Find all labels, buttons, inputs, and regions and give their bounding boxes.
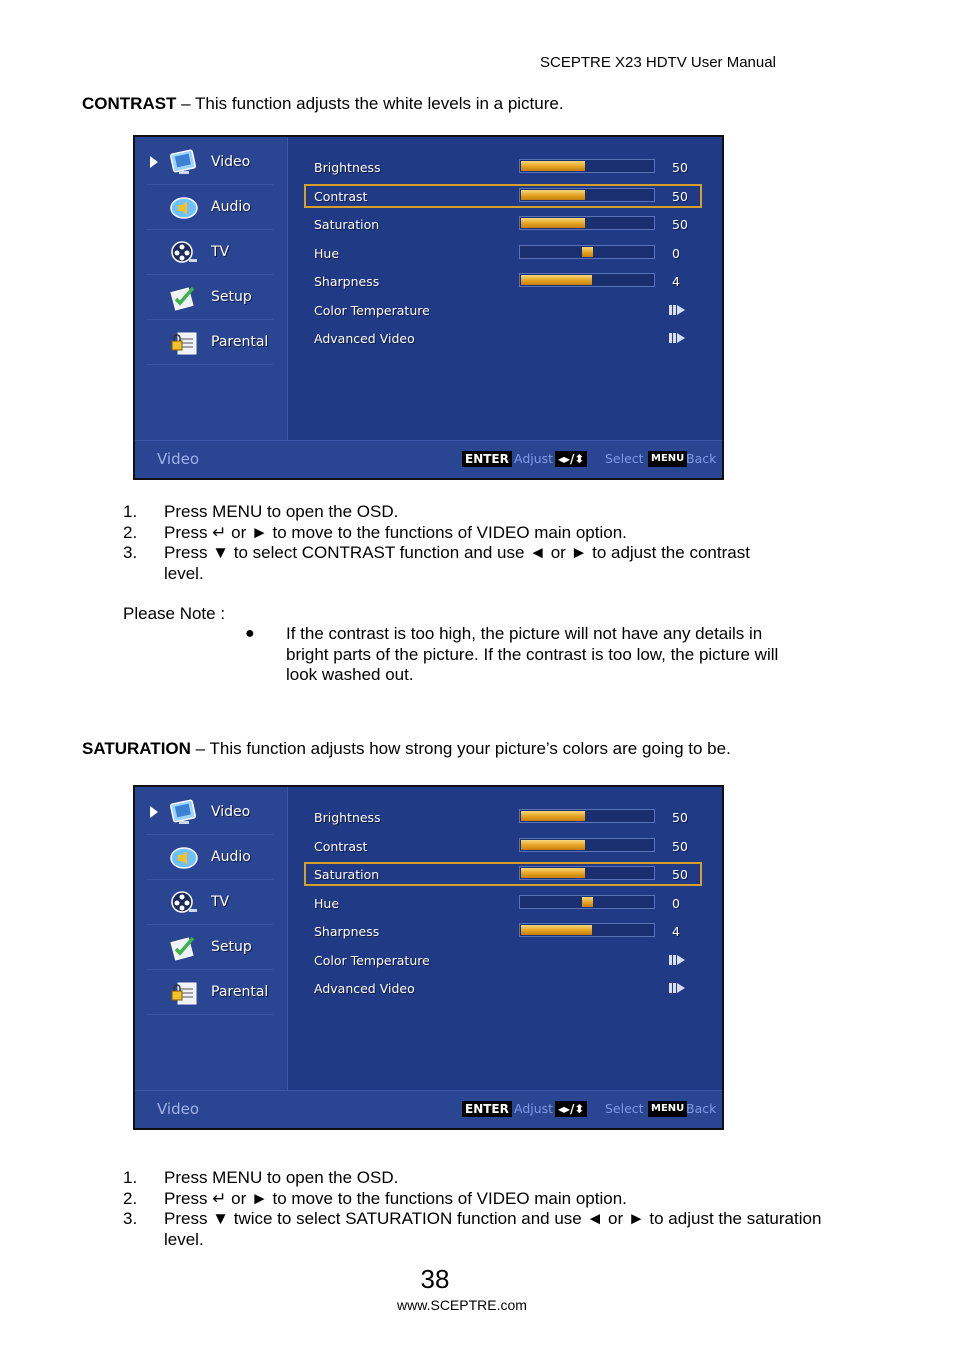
step-number: 2. — [123, 1188, 138, 1208]
osd-nav-label: Parental — [211, 984, 269, 1000]
osd-nav-label: Audio — [211, 849, 251, 865]
step-number: 3. — [123, 543, 138, 562]
osd-nav-label: TV — [211, 894, 230, 910]
level-bar[interactable] — [519, 273, 655, 287]
level-bar[interactable] — [519, 838, 655, 852]
saturation-title: SATURATION — [82, 739, 191, 758]
arrow-keys-icon: ◂▸/⬍ — [555, 1101, 587, 1117]
level-thumb — [582, 247, 593, 257]
note-block — [245, 624, 785, 686]
osd-setting-value: 50 — [672, 188, 688, 204]
osd-setting-label: Hue — [314, 895, 340, 911]
osd-nav-item-setup[interactable] — [147, 925, 273, 970]
step-text: Press MENU to open the OSD. — [164, 1168, 399, 1187]
step-text: Press MENU to open the OSD. — [164, 502, 399, 521]
submenu-arrow-icon — [669, 954, 687, 966]
osd-settings-panel — [288, 787, 722, 1093]
step-text: Press ▼ to select CONTRAST function and use ◄ or ► to adjust the contrast level. — [164, 543, 750, 583]
contrast-title: CONTRAST — [82, 94, 177, 113]
osd-nav-item-setup[interactable] — [147, 275, 273, 320]
note-text: If the contrast is too high, the picture will not have any details in bright parts of the picture. If the contrast is too low, the picture will look washed out. — [286, 624, 779, 684]
level-fill — [521, 190, 585, 200]
osd-nav-item-parental[interactable] — [147, 320, 273, 365]
level-fill — [521, 161, 585, 171]
osd-nav-item-audio[interactable] — [147, 835, 273, 880]
osd-setting-label: Color Temperature — [314, 302, 430, 318]
level-fill — [521, 218, 585, 228]
speaker-icon — [169, 844, 199, 872]
tv-monitor-icon — [169, 149, 199, 177]
osd-nav-item-tv[interactable] — [147, 880, 273, 925]
enter-key: ENTER — [462, 1101, 512, 1117]
osd-nav-label: Setup — [211, 939, 252, 955]
osd-setting-brightness[interactable] — [304, 805, 700, 829]
level-bar[interactable] — [519, 923, 655, 937]
saturation-steps — [123, 1168, 834, 1250]
osd-setting-sharpness[interactable] — [304, 269, 700, 293]
osd-setting-value: 0 — [672, 895, 680, 911]
osd-nav-item-video[interactable] — [147, 140, 273, 185]
select-hint: Select — [605, 451, 644, 466]
level-fill — [521, 840, 585, 850]
step-item — [123, 1189, 834, 1210]
film-reel-icon — [169, 239, 199, 267]
step-item — [123, 502, 834, 523]
osd-nav-item-tv[interactable] — [147, 230, 273, 275]
lock-clipboard-icon — [169, 329, 199, 357]
osd-nav-label: Setup — [211, 289, 252, 305]
level-fill — [521, 868, 585, 878]
osd-nav-label: TV — [211, 244, 230, 260]
arrow-keys-icon: ◂▸/⬍ — [555, 451, 587, 467]
osd-footer-bar — [135, 1090, 722, 1128]
film-reel-icon — [169, 889, 199, 917]
contrast-heading — [82, 94, 564, 114]
submenu-arrow-icon — [669, 304, 687, 316]
step-number: 1. — [123, 502, 138, 521]
osd-nav-label: Parental — [211, 334, 269, 350]
osd-setting-value: 50 — [672, 217, 688, 232]
checklist-icon — [169, 934, 199, 962]
osd-footer-title: Video — [157, 450, 200, 468]
saturation-heading — [82, 739, 731, 759]
speaker-icon — [169, 194, 199, 222]
level-bar[interactable] — [519, 245, 655, 259]
osd-screenshot-saturation — [133, 785, 724, 1130]
osd-setting-value: 4 — [672, 924, 680, 939]
select-hint: Select — [605, 1101, 644, 1116]
level-fill — [521, 275, 592, 285]
selected-arrow-icon — [150, 806, 158, 818]
osd-setting-saturation[interactable] — [304, 862, 702, 886]
step-text: Press ▼ twice to select SATURATION function and use ◄ or ► to adjust the saturation level. — [164, 1209, 822, 1249]
osd-setting-label: Saturation — [314, 867, 380, 882]
osd-footer-bar — [135, 440, 722, 478]
osd-setting-saturation[interactable] — [304, 212, 700, 236]
bullet-icon: ● — [245, 625, 255, 642]
adjust-hint: Adjust — [514, 451, 554, 466]
submenu-arrow-icon — [669, 982, 687, 994]
osd-setting-value: 50 — [672, 838, 688, 854]
osd-screenshot-contrast — [133, 135, 724, 480]
osd-nav-panel — [135, 137, 288, 443]
osd-setting-color-temperature[interactable] — [304, 298, 700, 322]
osd-footer-title: Video — [157, 1100, 200, 1118]
adjust-hint: Adjust — [514, 1101, 554, 1116]
level-fill — [521, 925, 592, 935]
step-item — [123, 1209, 834, 1250]
osd-setting-value: 4 — [672, 274, 680, 289]
contrast-description: – This function adjusts the white levels in a picture. — [176, 94, 564, 113]
osd-nav-item-audio[interactable] — [147, 185, 273, 230]
osd-setting-label: Brightness — [314, 160, 381, 175]
lock-clipboard-icon — [169, 979, 199, 1007]
step-item — [123, 523, 834, 544]
osd-setting-label: Saturation — [314, 217, 380, 232]
step-number: 2. — [123, 522, 138, 542]
step-item — [123, 1168, 834, 1189]
osd-setting-contrast[interactable] — [304, 184, 702, 208]
osd-nav-item-video[interactable] — [147, 790, 273, 835]
level-bar[interactable] — [519, 188, 655, 202]
osd-setting-hue[interactable] — [304, 891, 700, 915]
osd-setting-label: Brightness — [314, 810, 381, 825]
osd-setting-color-temperature[interactable] — [304, 948, 700, 972]
menu-key: MENU — [648, 451, 687, 467]
level-bar[interactable] — [519, 809, 655, 823]
level-thumb — [582, 897, 593, 907]
osd-setting-hue[interactable] — [304, 241, 700, 265]
contrast-steps — [123, 502, 834, 584]
osd-nav-item-parental[interactable] — [147, 970, 273, 1015]
step-text: Press ↵ or ► to move to the functions of VIDEO main option. — [164, 1188, 627, 1208]
submenu-arrow-icon — [669, 332, 687, 344]
osd-setting-contrast[interactable] — [304, 834, 700, 858]
osd-setting-advanced-video[interactable] — [304, 976, 700, 1000]
level-bar[interactable] — [519, 866, 655, 880]
step-number: 1. — [123, 1168, 138, 1187]
step-text: Press ↵ or ► to move to the functions of VIDEO main option. — [164, 522, 627, 542]
osd-setting-label: Advanced Video — [314, 981, 415, 996]
step-number: 3. — [123, 1209, 138, 1228]
osd-setting-label: Advanced Video — [314, 331, 415, 346]
osd-settings-panel — [288, 137, 722, 443]
note-label: Please Note : — [123, 604, 226, 623]
osd-setting-sharpness[interactable] — [304, 919, 700, 943]
osd-setting-label: Sharpness — [314, 274, 380, 289]
osd-nav-label: Video — [211, 154, 251, 170]
osd-setting-value: 50 — [672, 160, 688, 175]
tv-monitor-icon — [169, 799, 199, 827]
osd-setting-label: Contrast — [314, 188, 368, 204]
level-bar[interactable] — [519, 159, 655, 173]
menu-key: MENU — [648, 1101, 687, 1117]
osd-setting-advanced-video[interactable] — [304, 326, 700, 350]
enter-key: ENTER — [462, 451, 512, 467]
level-bar[interactable] — [519, 216, 655, 230]
level-fill — [521, 811, 585, 821]
osd-setting-label: Contrast — [314, 838, 368, 854]
osd-setting-value: 0 — [672, 245, 680, 261]
selected-arrow-icon — [150, 156, 158, 168]
osd-setting-label: Color Temperature — [314, 952, 430, 968]
osd-setting-value: 50 — [672, 867, 688, 882]
back-hint: Back — [686, 1101, 717, 1116]
saturation-description: – This function adjusts how strong your picture’s colors are going to be. — [190, 739, 731, 758]
page-number: 38 — [420, 1264, 450, 1294]
osd-setting-value: 50 — [672, 810, 688, 825]
back-hint: Back — [686, 451, 717, 466]
footer-url: www.SCEPTRE.com — [397, 1297, 527, 1313]
osd-setting-brightness[interactable] — [304, 155, 700, 179]
checklist-icon — [169, 284, 199, 312]
osd-nav-panel — [135, 787, 288, 1093]
osd-nav-label: Video — [211, 804, 251, 820]
step-item — [123, 543, 764, 584]
osd-setting-label: Hue — [314, 245, 340, 261]
osd-nav-label: Audio — [211, 199, 251, 215]
level-bar[interactable] — [519, 895, 655, 909]
osd-setting-label: Sharpness — [314, 924, 380, 939]
manual-header: SCEPTRE X23 HDTV User Manual — [540, 54, 776, 71]
